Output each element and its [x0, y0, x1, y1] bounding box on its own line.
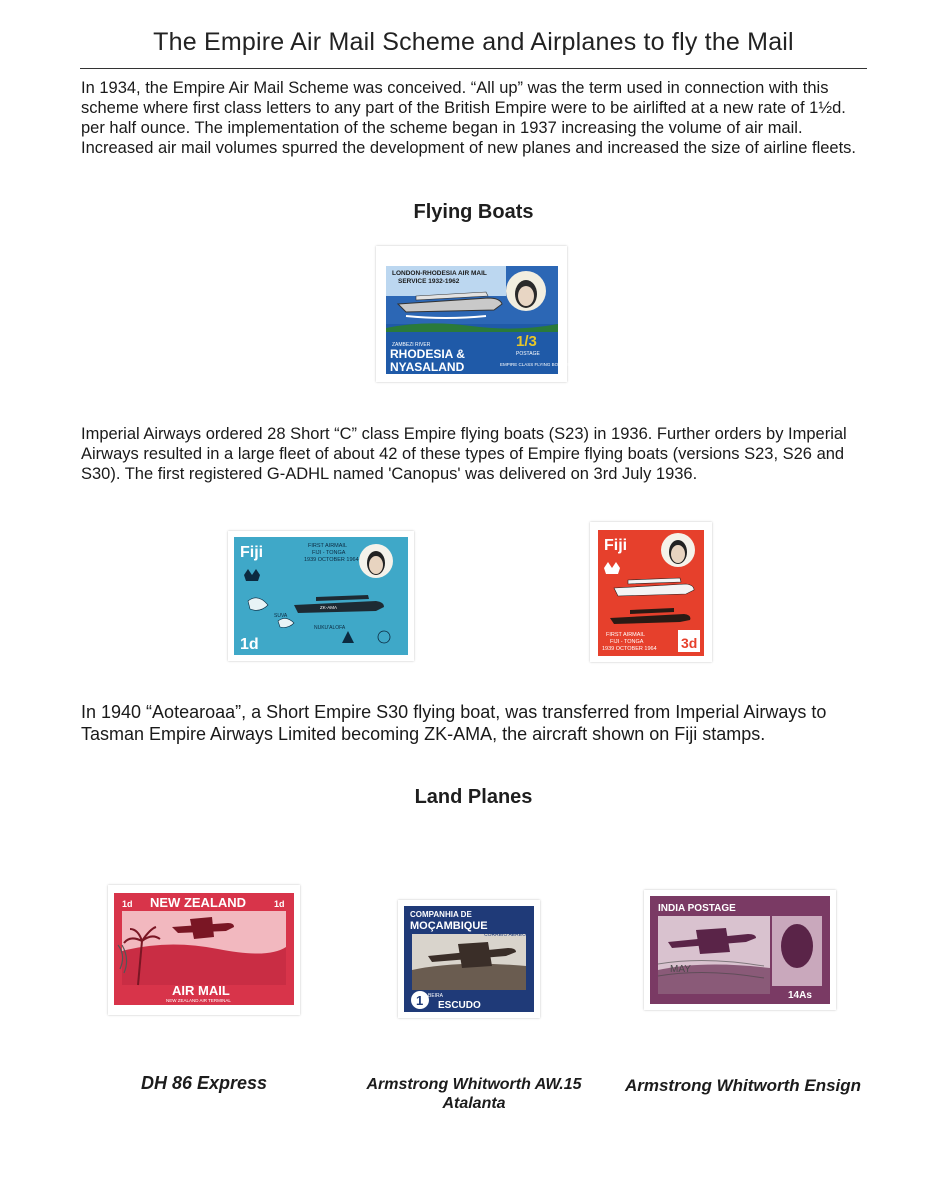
- fiji-red-line2: FIJI - TONGA: [610, 639, 644, 645]
- new-zealand-stamp-art: [108, 885, 300, 1015]
- title-divider: [80, 68, 867, 69]
- india-top: INDIA POSTAGE: [658, 903, 736, 914]
- rhodesia-stamp-art: [376, 246, 575, 382]
- india-postmark: MAY: [670, 964, 691, 975]
- moz-top2: MOÇAMBIQUE: [410, 920, 488, 932]
- fiji-blue-stamp-art: [228, 531, 414, 661]
- moz-bottom: ESCUDO: [438, 1000, 481, 1011]
- caption-dh86-express: DH 86 Express: [140, 1073, 268, 1093]
- fiji-3d-stamp: [590, 522, 712, 662]
- page-title: The Empire Air Mail Scheme and Airplanes to fly the Mail: [153, 28, 794, 56]
- rhodesia-nyasaland-stamp: [376, 246, 575, 382]
- rhodesia-caption: EMPIRE CLASS FLYING BOAT 1937: [500, 362, 575, 367]
- rhodesia-country1: RHODESIA &: [390, 347, 465, 361]
- fiji-1d-stamp: [228, 531, 414, 661]
- moz-top1: COMPANHIA DE: [410, 910, 472, 919]
- mocambique-airmail-stamp: [398, 900, 540, 1018]
- fiji-blue-value: 1d: [240, 636, 259, 653]
- moz-place: BEIRA: [428, 993, 444, 999]
- fiji-red-value: 3d: [681, 635, 698, 651]
- rhodesia-river: ZAMBEZI RIVER: [392, 342, 431, 348]
- fiji-blue-place1: SUVA: [274, 613, 288, 619]
- moz-top3: CORREIO AEREO: [484, 932, 526, 938]
- rhodesia-top-line1: LONDON-RHODESIA AIR MAIL: [392, 270, 487, 277]
- mocambique-stamp-art: [398, 900, 540, 1018]
- fiji-red-line3: 1939 OCTOBER 1964: [602, 646, 657, 652]
- aotearoa-paragraph: In 1940 “Aotearoaa”, a Short Empire S30 flying boat, was transferred from Imperial Airways to Tasman Empire Airways Limited becoming ZK-AMA, the aircraft shown on Fiji stamps.: [81, 702, 827, 744]
- fiji-blue-place2: NUKU'ALOFA: [314, 625, 346, 631]
- india-airmail-stamp: [644, 890, 836, 1010]
- rhodesia-country2: NYASALAND: [390, 360, 465, 374]
- fiji-blue-line1: FIRST AIRMAIL: [308, 543, 348, 549]
- fiji-blue-line2: FIJI - TONGA: [312, 550, 346, 556]
- intro-paragraph: In 1934, the Empire Air Mail Scheme was conceived. “All up” was the term used in connection with this scheme where first class letters to any part of the British Empire were to be airlifted at a new rate of 1½d. per half ounce. The implementation of the scheme began in 1937 increasing the volume of air mail. Increased air mail volumes spurred the development of new planes and increased the size of airline fleets.: [81, 79, 857, 157]
- moz-value: 1: [416, 993, 424, 1008]
- imperial-airways-paragraph: Imperial Airways ordered 28 Short “C” class Empire flying boats (S23) in 1936. Further orders by Imperial Airways resulted in a large fleet of about 42 of these types of Empire flying boats (versions S23, S26 and S30). The first registered G-ADHL named 'Canopus' was delivered on 3rd July 1936.: [81, 425, 847, 483]
- nz-sub: NEW ZEALAND AIR TERMINAL: [166, 998, 231, 1003]
- nz-top: NEW ZEALAND: [150, 895, 247, 910]
- nz-value-right: 1d: [274, 899, 285, 909]
- caption-ensign: Armstrong Whitworth Ensign: [624, 1076, 862, 1095]
- fiji-red-country: Fiji: [604, 537, 628, 554]
- fiji-red-stamp-art: [590, 522, 712, 662]
- fiji-blue-registration: ZK-AMA: [320, 605, 338, 610]
- nz-value-left: 1d: [122, 899, 133, 909]
- rhodesia-value: 1/3: [516, 333, 537, 350]
- flying-boats-heading: Flying Boats: [413, 201, 534, 223]
- caption-atalanta: Armstrong Whitworth AW.15 Atalanta: [366, 1076, 582, 1112]
- india-value: 14As: [788, 990, 812, 1001]
- india-stamp-art: [644, 890, 836, 1010]
- fiji-red-line1: FIRST AIRMAIL: [606, 632, 646, 638]
- land-planes-heading: Land Planes: [414, 786, 533, 808]
- new-zealand-airmail-stamp: [108, 885, 300, 1015]
- fiji-blue-country: Fiji: [240, 544, 264, 561]
- fiji-blue-line3: 1939 OCTOBER 1964: [304, 557, 359, 563]
- rhodesia-top-line2: SERVICE 1932-1962: [398, 278, 460, 285]
- nz-bottom: AIR MAIL: [172, 983, 230, 998]
- rhodesia-postage: POSTAGE: [516, 351, 540, 357]
